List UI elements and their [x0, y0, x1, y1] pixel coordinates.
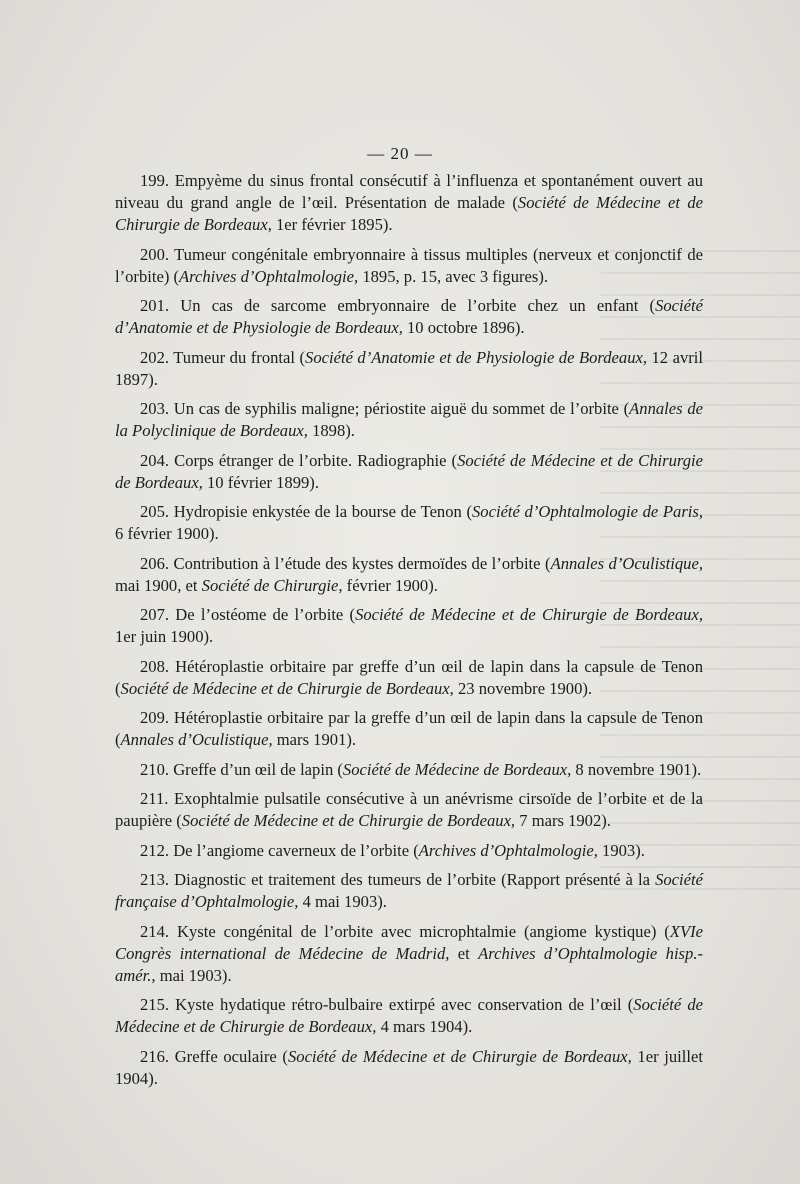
entry-source: Société de Médecine et de Chirurgie de Bordeaux, — [115, 193, 703, 234]
entry-number: 210. — [140, 759, 170, 779]
bibliography-entry-199 — [115, 170, 703, 236]
bibliography-entry-204 — [115, 450, 703, 494]
bibliography-entry-203 — [115, 398, 703, 442]
entry-text: 6 février 1900). — [115, 524, 219, 543]
entry-number: 209. — [140, 708, 170, 727]
entry-text: mars 1901). — [272, 730, 357, 749]
entry-text: Un cas de sarcome embryonnaire de l’orbite chez un enfant ( — [169, 296, 656, 315]
bibliography-list — [115, 170, 703, 1097]
entry-text: De l’ostéome de l’orbite ( — [169, 605, 356, 624]
bibliography-entry-209 — [115, 707, 703, 751]
entry-number: 216. — [140, 1046, 170, 1066]
entry-number: 199. — [140, 171, 170, 190]
entry-text: Hétéroplastie orbitaire par la greffe d’un œil de lapin dans la capsule de Tenon ( — [115, 708, 703, 749]
entry-source: Société de Médecine et de Chirurgie de Bordeaux, — [115, 450, 703, 492]
entry-text: Contribution à l’étude des kystes dermoïdes de l’orbite ( — [169, 553, 551, 573]
entry-text: De l’angiome caverneux de l’orbite ( — [169, 840, 419, 860]
bibliography-entry-211 — [115, 788, 703, 832]
entry-text: Diagnostic et traitement des tumeurs de l’orbite (Rapport présenté à la — [169, 870, 656, 889]
entry-source: XVIe Congrès international de Médecine de Madrid, — [115, 921, 703, 963]
bibliography-entry-214 — [115, 921, 703, 987]
entry-text: Tumeur congénitale embryonnaire à tissus multiples (nerveux et conjonctif de l’orbite) ( — [115, 244, 703, 286]
entry-text: 1898). — [307, 421, 355, 440]
entry-text: Corps étranger de l’orbite. Radiographie ( — [169, 450, 458, 470]
entry-text: 7 mars 1902). — [515, 811, 611, 830]
entry-source: Annales d’Oculistique, — [550, 553, 703, 573]
entry-number: 205. — [140, 502, 170, 521]
entry-number: 213. — [140, 870, 170, 889]
entry-source: Société de Médecine et de Chirurgie de Bordeaux, — [287, 1046, 632, 1066]
entry-number: 208. — [140, 656, 170, 676]
entry-number: 207. — [140, 605, 170, 624]
bibliography-entry-201 — [115, 295, 703, 339]
entry-text: 1er juillet 1904). — [115, 1046, 703, 1088]
entry-text: Hydropisie enkystée de la bourse de Tenon ( — [169, 502, 472, 521]
entry-source: Société d’Anatomie et de Physiologie de Bordeaux, — [115, 296, 703, 337]
entry-text: février 1900). — [342, 575, 438, 595]
entry-number: 204. — [140, 450, 170, 470]
entry-number: 211. — [140, 789, 169, 808]
entry-text: Un cas de syphilis maligne; périostite aiguë du sommet de l’orbite ( — [169, 399, 630, 418]
entry-text: 1895, p. 15, avec 3 figures). — [358, 266, 549, 286]
entry-text: 1er juin 1900). — [115, 627, 214, 646]
entry-text: et — [449, 943, 479, 963]
entry-source: Société d’Ophtalmologie de Paris, — [472, 502, 703, 521]
entry-source: Société de Médecine et de Chirurgie de Bordeaux, — [355, 605, 703, 624]
entry-number: 203. — [140, 399, 170, 418]
bibliography-entry-202 — [115, 347, 703, 391]
entry-text: Hétéroplastie orbitaire par greffe d’un œil de lapin dans la capsule de Tenon ( — [115, 656, 703, 698]
entry-text: 10 octobre 1896). — [402, 318, 525, 337]
entry-text: mai 1903). — [155, 965, 232, 985]
entry-source: Société de Chirurgie, — [201, 575, 343, 595]
entry-source: Société de Médecine et de Chirurgie de Bordeaux, — [181, 811, 516, 830]
bibliography-entry-212 — [115, 840, 703, 862]
bibliography-entry-208 — [115, 656, 703, 700]
entry-source: Société française d’Ophtalmologie, — [115, 870, 703, 911]
entry-source: Société d’Anatomie et de Physiologie de Bordeaux, — [305, 347, 648, 367]
entry-text: 1903). — [597, 840, 645, 860]
bibliography-entry-210 — [115, 759, 703, 781]
entry-source: Société de Médecine de Bordeaux, — [342, 759, 572, 779]
entry-text: 23 novembre 1900). — [453, 678, 593, 698]
entry-number: 212. — [140, 840, 170, 860]
entry-source: Annales de la Polyclinique de Bordeaux, — [115, 399, 703, 440]
page-number: — 20 — — [367, 144, 433, 163]
entry-number: 214. — [140, 921, 170, 941]
entry-text: Empyème du sinus frontal consécutif à l’influenza et spontanément ouvert au niveau du grand angle de l’œil. Présentation de malade ( — [115, 171, 703, 212]
bibliography-entry-213 — [115, 869, 703, 913]
entry-text: 1er février 1895). — [271, 215, 393, 234]
entry-number: 206. — [140, 553, 170, 573]
bibliography-entry-205 — [115, 501, 703, 545]
entry-source: Archives d’Ophtalmologie, — [418, 840, 598, 860]
entry-number: 200. — [140, 244, 170, 264]
entry-number: 202. — [140, 347, 170, 367]
entry-text: mai 1900, et — [115, 575, 202, 595]
bibliography-entry-207 — [115, 604, 703, 648]
bibliography-entry-215 — [115, 994, 703, 1038]
entry-text: Exophtalmie pulsatile consécutive à un anévrisme cirsoïde de l’orbite et de la paupière ( — [115, 789, 703, 830]
entry-source: Société de Médecine et de Chirurgie de Bordeaux, — [120, 678, 454, 698]
entry-source: Annales d’Oculistique, — [120, 730, 273, 749]
entry-source: Archives d’Ophtalmologie hisp.-amér., — [115, 943, 703, 985]
entry-text: 10 février 1899). — [202, 472, 319, 492]
entry-text: Kyste hydatique rétro-bulbaire extirpé avec conservation de l’œil ( — [169, 995, 634, 1014]
entry-number: 201. — [140, 296, 170, 315]
bibliography-entry-206 — [115, 553, 703, 597]
entry-source: Archives d’Ophtalmologie, — [179, 266, 359, 286]
entry-text: 12 avril 1897). — [115, 347, 704, 389]
entry-number: 215. — [140, 995, 170, 1014]
entry-text: Greffe d’un œil de lapin ( — [169, 759, 343, 779]
entry-text: Greffe oculaire ( — [169, 1046, 288, 1066]
bibliography-entry-200 — [115, 244, 703, 288]
entry-text: 4 mai 1903). — [298, 892, 387, 911]
entry-text: Tumeur du frontal ( — [169, 347, 306, 367]
entry-text: Kyste congénital de l’orbite avec microphtalmie (angiome kystique) ( — [169, 921, 670, 941]
entry-source: Société de Médecine et de Chirurgie de Bordeaux, — [115, 995, 703, 1036]
entry-text: 8 novembre 1901). — [571, 759, 702, 779]
bibliography-entry-216 — [115, 1046, 703, 1090]
entry-text: 4 mars 1904). — [376, 1017, 473, 1036]
